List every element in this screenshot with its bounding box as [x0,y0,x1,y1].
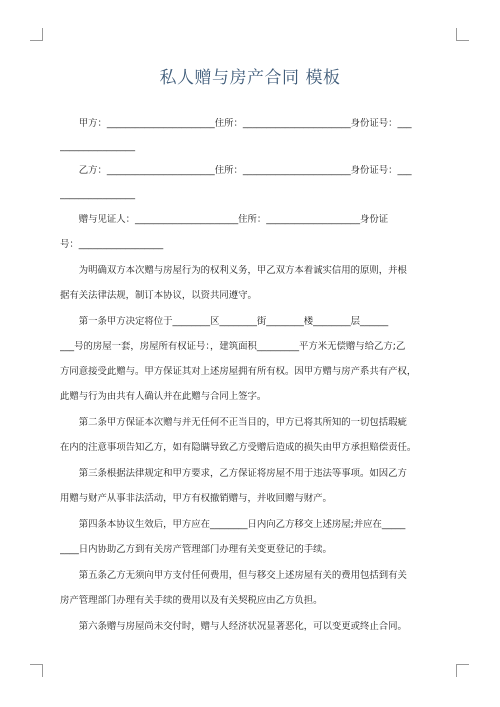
article-5-line-2: 房产管理部门办理有关手续的费用以及有关契税应由乙方负担。 [60,595,323,606]
party-a-line-continued: ________________ [60,141,135,152]
article-2-line-1: 第二条甲方保证本次赠与并无任何不正当目的，甲方已将其所知的一切包括瑕疵 [60,417,407,428]
article-4-line-2: ____日内协助乙方到有关房产管理部门办理有关变更登记的手续。 [60,544,332,555]
article-2-line-2: 在内的注意事项告知乙方，如有隐瞒导致乙方受赠后造成的损失由甲方承担赔偿责任。 [60,442,417,453]
article-3-line-1: 第三条根据法律规定和甲方要求，乙方保证将房屋不用于违法等事项。如因乙方 [60,468,407,479]
document-title: 私人赠与房产合同 模板 [159,68,341,88]
article-1-line-4: 此赠与行为由共有人确认并在此赠与合同上签字。 [60,391,267,402]
article-1-line-2: ___号的房屋一套，房屋所有权证号：，建筑面积_________平方米无偿赠与给乙方;乙 [60,341,406,352]
party-b-line-continued: ________________ [60,189,135,200]
preamble-line-2: 据有关法律法规，制订本协议，以资共同遵守。 [60,290,257,301]
article-1-line-3: 方同意接受此赠与。甲方保证其对上述房屋拥有所有权。因甲方赠与房产系共有产权， [60,366,417,377]
party-a-line: 甲方：_______________________住所：_______________________身份证号：___ [60,118,412,129]
crop-mark-bottom-left [30,664,43,677]
article-3-line-2: 用赠与财产从事非法活动，甲方有权撤销赠与，并收回赠与财产。 [60,493,332,504]
party-b-line: 乙方：_______________________住所：_______________________身份证号：___ [60,165,412,176]
article-4-line-1: 第四条本协议生效后，甲方应在________日内向乙方移交上述房屋;并应在_____ [60,519,406,530]
article-5-line-1: 第五条乙方无须向甲方支付任何费用，但与移交上述房屋有关的费用包括到有关 [60,570,407,581]
crop-mark-top-right [456,28,469,41]
article-6-line-1: 第六条赠与房屋尚未交付时，赠与人经济状况显著恶化，可以变更或终止合同。 [60,621,407,632]
article-1-line-1: 第一条甲方决定将位于________区________街________楼________层______ [60,316,389,327]
crop-mark-top-left [30,28,43,41]
preamble-line-1: 为明确双方本次赠与房屋行为的权利义务，甲乙双方本着诚实信用的原则，并根 [60,265,407,276]
crop-mark-bottom-right [456,664,469,677]
witness-line-continued: 号：__________________ [60,239,164,250]
witness-line: 赠与见证人：______________________住所：____________________身份证 [60,214,389,225]
